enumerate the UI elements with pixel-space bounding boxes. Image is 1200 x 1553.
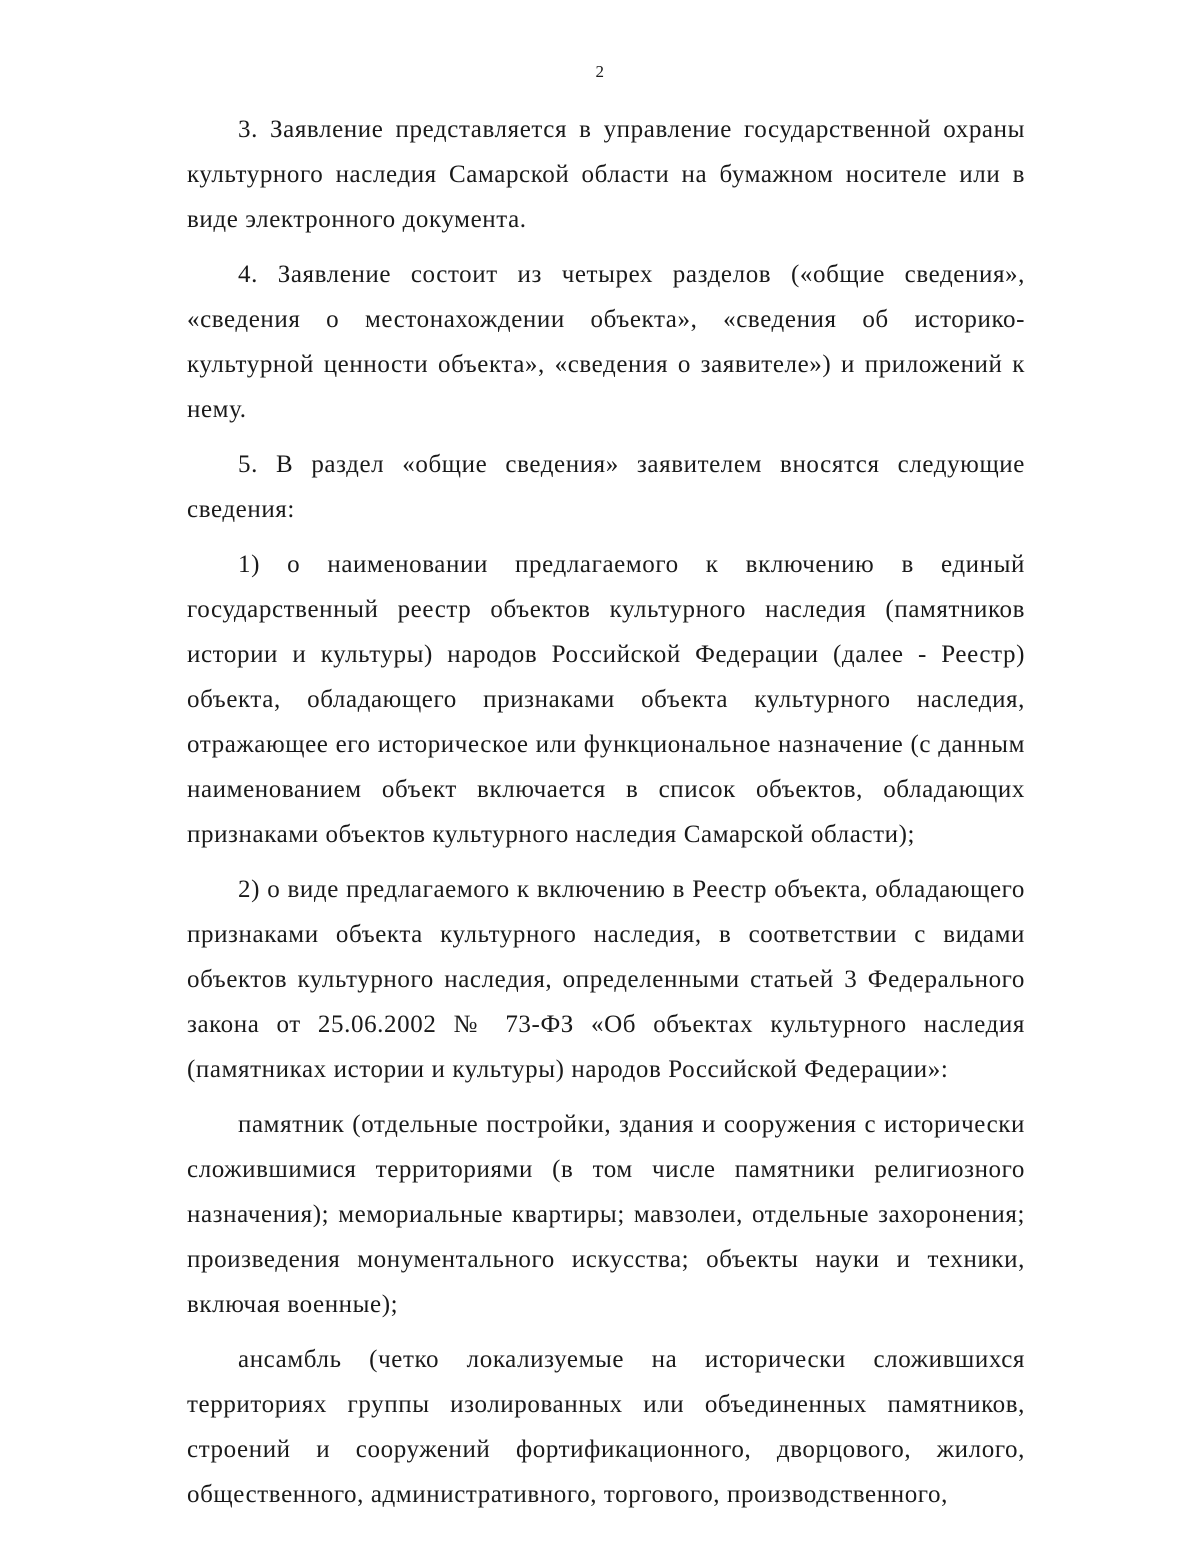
definition-monument: памятник (отдельные постройки, здания и сооружения с исторически сложившимися территориями (в том числе памятники религиозного назначения); мемориальные квартиры; мавзолеи, отдельные захоронения; произведения монументального искусства; объекты науки и техники, включая военные);: [187, 1111, 1025, 1318]
page-number: 2: [595, 62, 605, 81]
definition-ensemble: ансамбль (четко локализуемые на исторически сложившихся территориях группы изолированных или объединенных памятников, строений и сооружений фортификационного, дворцового, жилого, общественного, административного, торгового, производственного,: [187, 1346, 1025, 1508]
paragraph-4-sections: 4. Заявление состоит из четырех разделов («общие сведения», «сведения о местонахождении объекта», «сведения об историко-культурной ценности объекта», «сведения о заявителе») и приложений к нему.: [187, 261, 1025, 423]
paragraph-5-general-info: 5. В раздел «общие сведения» заявителем вносятся следующие сведения:: [187, 451, 1025, 523]
list-item-1-name: 1) о наименовании предлагаемого к включению в единый государственный реестр объектов культурного наследия (памятников истории и культуры) народов Российской Федерации (далее - Реестр) объекта, обладающего признаками объекта культурного наследия, отражающее его историческое или функциональное назначение (с данным наименованием объект включается в список объектов, обладающих признаками объектов культурного наследия Самарской области);: [187, 551, 1025, 848]
paragraph-3-submission: 3. Заявление представляется в управление государственной охраны культурного наследия Самарской области на бумажном носителе или в виде электронного документа.: [187, 116, 1025, 233]
document-body: [187, 107, 1025, 1527]
list-item-2-type: 2) о виде предлагаемого к включению в Реестр объекта, обладающего признаками объекта культурного наследия, в соответствии с видами объектов культурного наследия, определенными статьей 3 Федерального закона от 25.06.2002 № 73-ФЗ «Об объектах культурного наследия (памятниках истории и культуры) народов Российской Федерации»:: [187, 876, 1025, 1083]
